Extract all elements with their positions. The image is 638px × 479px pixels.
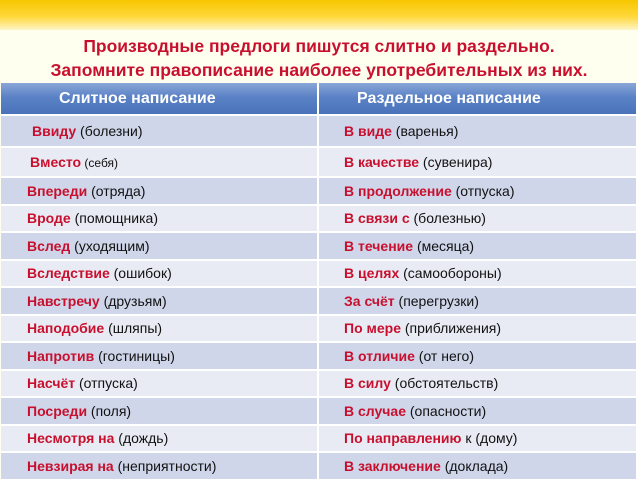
preposition-word: В целях (344, 265, 400, 282)
table-row (1, 177, 637, 205)
preposition-word: Вслед (27, 237, 71, 254)
fused-preposition-cell (1, 260, 318, 288)
preposition-word: По мере (344, 320, 401, 337)
preposition-word: В течение (344, 237, 414, 254)
prepositions-table (1, 83, 638, 479)
example-word: (месяца) (413, 237, 475, 254)
example-word: (неприятности) (113, 457, 217, 474)
table-row (1, 425, 637, 453)
preposition-word: По направлению (344, 430, 462, 447)
preposition-word: Впереди (27, 182, 88, 199)
preposition-word: Навстречу (27, 292, 100, 309)
table-row (1, 315, 637, 343)
table-row (1, 342, 637, 370)
fused-preposition-cell (1, 147, 318, 177)
preposition-word: Насчёт (27, 375, 76, 392)
header-separate-spelling: Раздельное написание (318, 83, 637, 115)
example-word: (помощника) (70, 210, 158, 227)
preposition-word: В связи с (344, 210, 410, 227)
preposition-word: Вроде (27, 210, 71, 227)
fused-preposition-cell (1, 370, 318, 398)
preposition-word: В заключение (344, 457, 441, 474)
example-word: (ошибок) (109, 265, 172, 282)
separate-preposition-cell (318, 115, 637, 147)
fused-preposition-cell (1, 425, 318, 453)
table-row (1, 370, 637, 398)
example-word: (отряда) (87, 182, 146, 199)
separate-preposition-cell (318, 315, 637, 343)
preposition-word: В силу (344, 375, 391, 392)
preposition-word: В случае (344, 402, 406, 419)
separate-preposition-cell (318, 425, 637, 453)
table-row (1, 232, 637, 260)
example-word: (сувенира) (419, 154, 493, 170)
header-fused-spelling: Слитное написание (1, 83, 318, 115)
separate-preposition-cell (318, 452, 637, 479)
title-line-1: Производные предлоги пишутся слитно и раздельно. (83, 36, 555, 56)
page-title (0, 34, 638, 82)
preposition-word: Вследствие (27, 265, 110, 282)
preposition-word: Несмотря на (27, 430, 115, 447)
example-word: (гостиницы) (94, 347, 175, 364)
title-line-2: Запомните правописание наиболее употребительных из них. (50, 60, 588, 80)
fused-preposition-cell (1, 315, 318, 343)
separate-preposition-cell (318, 177, 637, 205)
example-word: (приближения) (400, 320, 502, 337)
separate-preposition-cell (318, 260, 637, 288)
preposition-word: В отличие (344, 347, 415, 364)
example-word: (болезнью) (409, 210, 486, 227)
table-header-row (1, 83, 637, 115)
top-gradient-bar (0, 0, 638, 30)
separate-preposition-cell (318, 397, 637, 425)
example-word: (самообороны) (399, 265, 502, 282)
example-word: (обстоятельств) (390, 375, 499, 392)
table-row (1, 287, 637, 315)
fused-preposition-cell (1, 287, 318, 315)
table-row (1, 115, 637, 147)
table-row (1, 205, 637, 233)
separate-preposition-cell (318, 370, 637, 398)
table-row (1, 452, 637, 479)
table-row (1, 260, 637, 288)
fused-preposition-cell (1, 342, 318, 370)
table-row (1, 147, 637, 177)
fused-preposition-cell (1, 232, 318, 260)
example-word: (варенья) (391, 123, 459, 139)
example-word: к (дому) (461, 430, 518, 447)
fused-preposition-cell (1, 205, 318, 233)
preposition-word: В виде (344, 123, 392, 139)
example-word: (шляпы) (104, 320, 163, 337)
example-word: (от него) (414, 347, 475, 364)
separate-preposition-cell (318, 205, 637, 233)
preposition-word: За счёт (344, 292, 395, 309)
preposition-word: Вместо (30, 154, 82, 170)
example-word: (уходящим) (70, 237, 150, 254)
example-word: (отпуска) (451, 182, 515, 199)
example-word: (доклада) (440, 457, 509, 474)
example-word: (перегрузки) (394, 292, 479, 309)
fused-preposition-cell (1, 452, 318, 479)
separate-preposition-cell (318, 147, 637, 177)
example-word: (дождь) (114, 430, 169, 447)
example-word: (друзьям) (99, 292, 167, 309)
fused-preposition-cell (1, 397, 318, 425)
preposition-word: В продолжение (344, 182, 452, 199)
separate-preposition-cell (318, 342, 637, 370)
preposition-word: В качестве (344, 154, 420, 170)
fused-preposition-cell (1, 115, 318, 147)
example-word: (опасности) (405, 402, 487, 419)
example-word: (болезни) (76, 123, 143, 139)
preposition-word: Невзирая на (27, 457, 114, 474)
separate-preposition-cell (318, 287, 637, 315)
table-row (1, 397, 637, 425)
separate-preposition-cell (318, 232, 637, 260)
fused-preposition-cell (1, 177, 318, 205)
example-word: (отпуска) (75, 375, 138, 392)
preposition-word: Ввиду (32, 123, 77, 139)
preposition-word: Посреди (27, 402, 88, 419)
preposition-word: Напротив (27, 347, 95, 364)
example-word: (поля) (87, 402, 132, 419)
preposition-word: Наподобие (27, 320, 105, 337)
example-word: (себя) (81, 156, 119, 170)
